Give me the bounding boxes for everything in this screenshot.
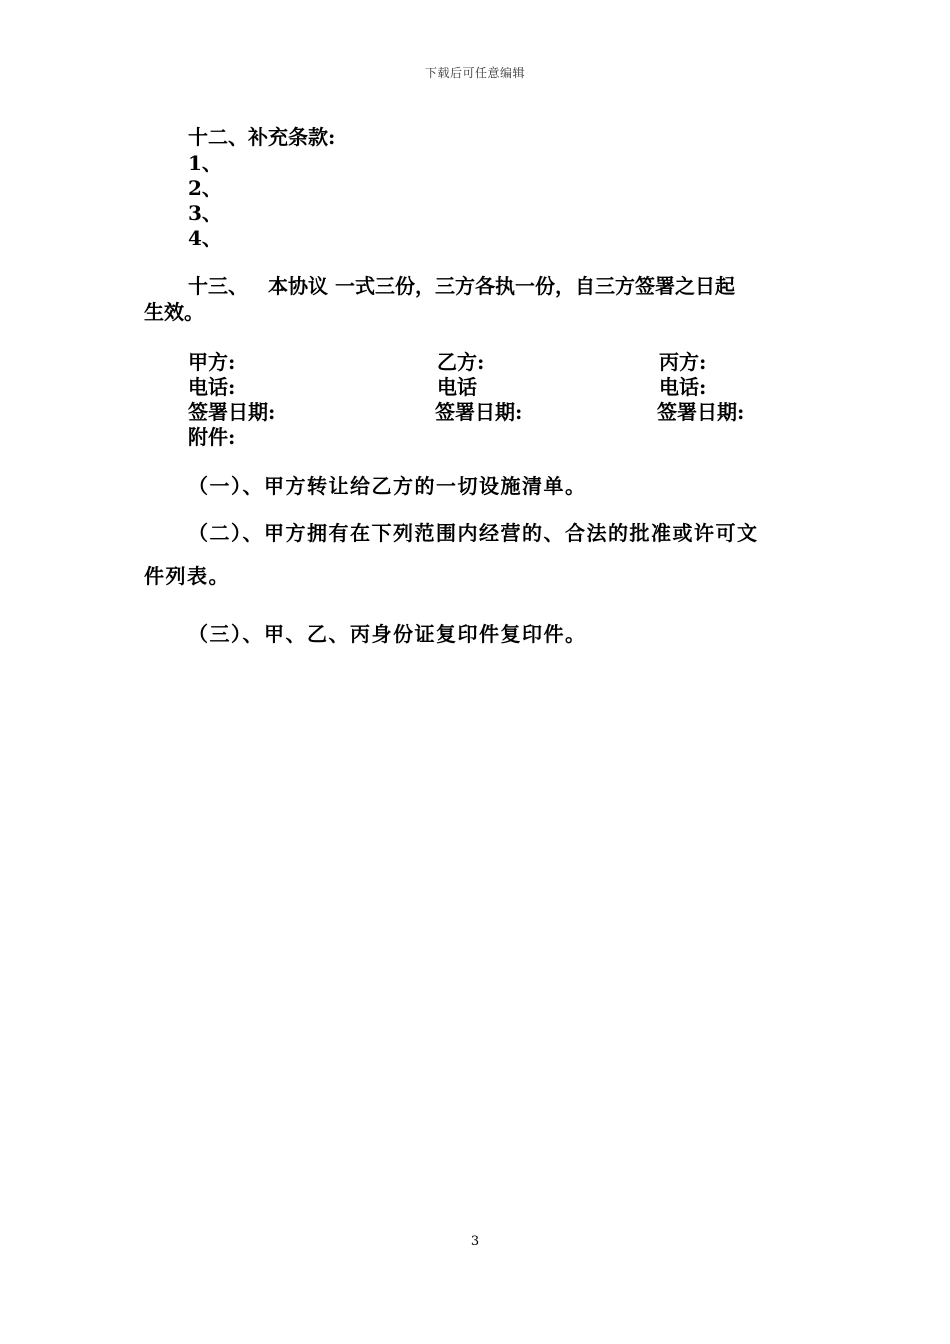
attachment-item-3: （三）、甲、乙、丙身份证复印件复印件。	[188, 622, 587, 646]
party-c-date: 签署日期:	[657, 400, 745, 424]
party-a-phone: 电话:	[188, 375, 236, 399]
clause-item-1: 1、	[188, 151, 222, 175]
party-a-date: 签署日期:	[188, 400, 276, 424]
attachments-label: 附件:	[188, 425, 236, 449]
clause-item-2: 2、	[188, 176, 222, 200]
party-c-phone: 电话:	[659, 375, 707, 399]
clause-item-3: 3、	[188, 201, 222, 225]
section-13-text-continued: 生效。	[144, 300, 204, 324]
party-b-date: 签署日期:	[435, 400, 523, 424]
section-12-title: 十二、补充条款:	[188, 125, 336, 149]
party-b-label: 乙方:	[437, 350, 485, 374]
page-number: 3	[470, 1234, 480, 1249]
clause-item-4: 4、	[188, 226, 222, 250]
attachment-item-1: （一）、甲方转让给乙方的一切设施清单。	[188, 474, 587, 498]
party-a-label: 甲方:	[188, 350, 236, 374]
attachment-item-2-continued: 件列表。	[144, 564, 230, 588]
section-13-prefix: 十三、	[188, 274, 248, 298]
party-c-label: 丙方:	[659, 350, 707, 374]
page-header: 下载后可任意编辑	[424, 66, 525, 80]
attachment-item-2: （二）、甲方拥有在下列范围内经营的、合法的批准或许可文	[188, 521, 759, 545]
section-13-text: 本协议 一式三份，三方各执一份，自三方签署之日起	[268, 274, 735, 298]
party-b-phone: 电话	[437, 375, 477, 399]
